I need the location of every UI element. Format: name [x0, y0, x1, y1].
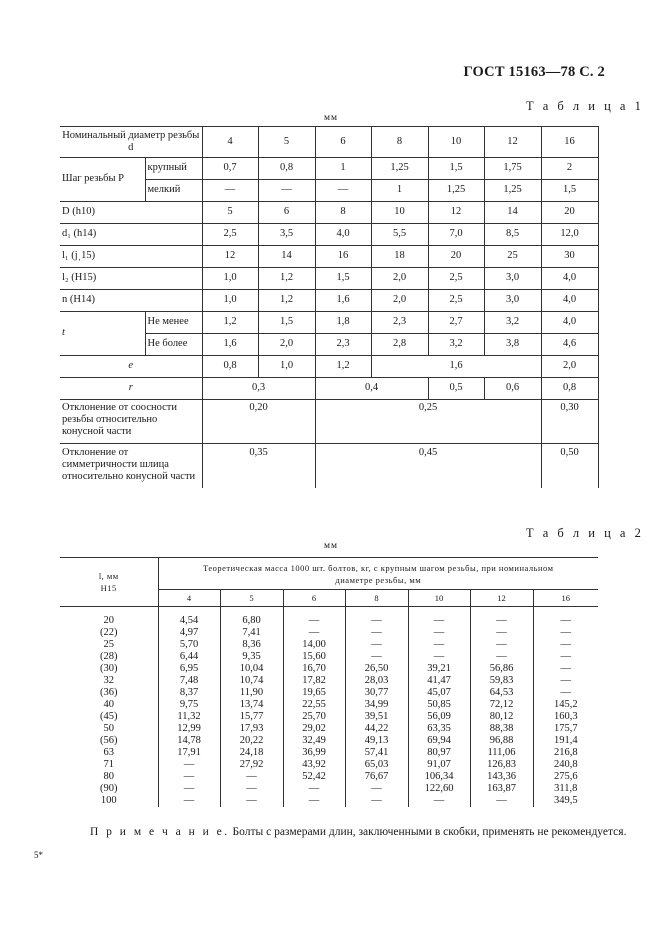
mass-cell: 27,92	[220, 759, 283, 771]
mass-cell: —	[345, 783, 408, 795]
length-cell: 71	[60, 759, 158, 771]
mass-cell: 5,70	[158, 639, 220, 651]
t-min-row	[60, 312, 598, 334]
value-cell: 0,25	[315, 400, 541, 444]
value-cell: 0,45	[315, 444, 541, 488]
value-cell: 0,8	[541, 378, 598, 400]
t-label: t	[60, 312, 145, 356]
value-cell: 4,0	[541, 268, 598, 290]
mass-cell: 52,42	[283, 771, 345, 783]
mass-cell: —	[560, 674, 571, 686]
mass-cell: 56,09	[408, 711, 470, 723]
mass-cell: 275,6	[553, 770, 578, 782]
value-cell: 0,8	[202, 356, 258, 378]
mass-cell: 63,35	[408, 723, 470, 735]
length-cell: (90)	[60, 783, 158, 795]
value-cell: 2,7	[428, 312, 484, 334]
mass-cell: —	[220, 783, 283, 795]
mass-cell: 26,50	[345, 663, 408, 675]
mass-cell: —	[408, 795, 470, 807]
mass-row	[60, 783, 598, 795]
mass-cell: 9,75	[158, 699, 220, 711]
table1-unit: мм	[324, 113, 339, 123]
value-cell: 14	[258, 246, 315, 268]
mass-cell: —	[560, 638, 571, 650]
mass-cell: 96,88	[470, 735, 533, 747]
value-cell: 2,0	[371, 268, 428, 290]
diameter-cell: 8	[345, 590, 408, 607]
value-cell: 2,5	[428, 268, 484, 290]
e-label: e	[60, 356, 202, 378]
value-cell: 10	[371, 202, 428, 224]
value-cell: 16	[315, 246, 371, 268]
pitch-cell: 1,75	[484, 158, 541, 180]
diameter-cell: 12	[484, 127, 541, 158]
mass-cell: 72,12	[470, 699, 533, 711]
value-cell: 4,0	[541, 312, 598, 334]
length-cell: 32	[60, 675, 158, 687]
mass-cell: —	[408, 615, 470, 627]
mass-row	[60, 711, 598, 723]
value-cell: 3,2	[484, 312, 541, 334]
r-label: r	[60, 378, 202, 400]
diameter-cell: 6	[315, 127, 371, 158]
length-cell: 80	[60, 771, 158, 783]
length-label: l, мм	[98, 571, 119, 581]
page-header: ГОСТ 15163—78 С. 2	[463, 64, 605, 80]
value-cell: 4,0	[315, 224, 371, 246]
value-cell: 1,0	[258, 356, 315, 378]
value-cell: 2,0	[371, 290, 428, 312]
value-cell: 18	[371, 246, 428, 268]
value-cell: 20	[428, 246, 484, 268]
mass-cell: 44,22	[345, 723, 408, 735]
value-cell: 7,0	[428, 224, 484, 246]
diameter-cell: 16	[533, 590, 598, 607]
value-cell: 4,6	[541, 334, 598, 356]
value-cell: 4,0	[541, 290, 598, 312]
diameter-cell: 10	[428, 127, 484, 158]
mass-cell: 19,65	[283, 687, 345, 699]
mass-cell: 4,97	[158, 627, 220, 639]
mass-cell: 45,07	[408, 687, 470, 699]
value-cell: 12,0	[541, 224, 598, 246]
row-label: n (H14)	[60, 290, 202, 312]
mass-cell: 191,4	[553, 734, 578, 746]
value-cell: 1,2	[258, 290, 315, 312]
mass-cell: 7,48	[158, 675, 220, 687]
value-cell: 5,5	[371, 224, 428, 246]
mass-cell: 64,53	[470, 687, 533, 699]
r-row	[60, 378, 598, 400]
mass-cell: —	[283, 783, 345, 795]
length-cell: (22)	[60, 627, 158, 639]
mass-cell: 7,41	[220, 627, 283, 639]
diameter-cell: 5	[220, 590, 283, 607]
dim-row-d1	[60, 224, 598, 246]
mass-row	[60, 651, 598, 663]
mass-cell: 9,35	[220, 651, 283, 663]
row-label: D (h10)	[60, 202, 202, 224]
mass-cell: 143,36	[470, 771, 533, 783]
mass-cell: —	[408, 627, 470, 639]
pitch-label: Шаг резьбы P	[60, 158, 145, 202]
mass-cell: 36,99	[283, 747, 345, 759]
mass-cell: 39,21	[408, 663, 470, 675]
mass-cell: —	[345, 615, 408, 627]
mass-cell: 17,82	[283, 675, 345, 687]
mass-cell: 8,36	[220, 639, 283, 651]
table2-caption: Т а б л и ц а 2	[526, 526, 644, 540]
mass-cell: —	[158, 759, 220, 771]
mass-row	[60, 735, 598, 747]
mass-cell: —	[470, 639, 533, 651]
length-cell: 63	[60, 747, 158, 759]
value-cell: 1,0	[202, 268, 258, 290]
length-cell: (45)	[60, 711, 158, 723]
mass-cell: 126,83	[470, 759, 533, 771]
table2-unit: мм	[324, 541, 339, 551]
value-cell: 3,0	[484, 268, 541, 290]
mass-cell: 20,22	[220, 735, 283, 747]
value-cell: 14	[484, 202, 541, 224]
pitch-cell: 1,25	[428, 180, 484, 202]
coaxiality-label: Отклонение от соосности резьбы относительно конусной части	[60, 400, 202, 444]
mass-row	[60, 795, 598, 807]
mass-cell: 160,3	[553, 710, 578, 722]
value-cell: 1,2	[258, 268, 315, 290]
mass-row	[60, 771, 598, 783]
value-cell: 6	[258, 202, 315, 224]
value-cell: 1,8	[315, 312, 371, 334]
mass-cell: 175,7	[553, 722, 578, 734]
mass-cell: —	[283, 795, 345, 807]
pitch-cell: —	[258, 180, 315, 202]
diameter-cell: 4	[202, 127, 258, 158]
pitch-fine-label: мелкий	[145, 180, 202, 202]
mass-cell: —	[560, 626, 571, 638]
pitch-cell: 0,7	[202, 158, 258, 180]
diameter-cell: 8	[371, 127, 428, 158]
mass-cell: 28,03	[345, 675, 408, 687]
value-cell: 2,5	[202, 224, 258, 246]
mass-cell: 4,54	[158, 615, 220, 627]
value-cell: 12	[202, 246, 258, 268]
value-cell: 20	[541, 202, 598, 224]
value-cell: 2,0	[541, 356, 598, 378]
mass-cell: 16,70	[283, 663, 345, 675]
value-cell: 8	[315, 202, 371, 224]
mass-row	[60, 639, 598, 651]
mass-cell: 240,8	[553, 758, 578, 770]
value-cell: 8,5	[484, 224, 541, 246]
value-cell: 0,6	[484, 378, 541, 400]
mass-cell: 17,93	[220, 723, 283, 735]
diameter-cell: 16	[541, 127, 598, 158]
mass-cell: —	[470, 627, 533, 639]
mass-row	[60, 627, 598, 639]
mass-cell: —	[283, 627, 345, 639]
mass-cell: 6,44	[158, 651, 220, 663]
dim-row-n	[60, 290, 598, 312]
mass-cell: 11,90	[220, 687, 283, 699]
table2	[60, 557, 598, 807]
length-cell: (28)	[60, 651, 158, 663]
value-cell: 0,30	[541, 400, 598, 444]
diameter-cell: 10	[408, 590, 470, 607]
mass-cell: 39,51	[345, 711, 408, 723]
value-cell: 25	[484, 246, 541, 268]
value-cell: 12	[428, 202, 484, 224]
value-cell: 1,6	[371, 356, 541, 378]
symmetry-label: Отклонение от симметричности шлица относительно конусной части	[60, 444, 202, 488]
pitch-cell: 0,8	[258, 158, 315, 180]
value-cell: 0,4	[315, 378, 428, 400]
mass-cell: 56,86	[470, 663, 533, 675]
mass-row	[60, 747, 598, 759]
pitch-cell: 1,5	[541, 180, 598, 202]
note-text: Болты с размерами длин, заключенными в скобки, применять не рекомендуется.	[229, 826, 627, 838]
pitch-cell: 2	[541, 158, 598, 180]
mass-cell: 216,8	[553, 746, 578, 758]
mass-cell: —	[283, 615, 345, 627]
footer-mark: 5*	[34, 850, 43, 860]
mass-cell: 15,60	[283, 651, 345, 663]
length-cell: 100	[60, 795, 158, 807]
mass-cell: —	[220, 795, 283, 807]
mass-row	[60, 663, 598, 675]
pitch-cell: —	[202, 180, 258, 202]
mass-cell: 311,8	[554, 782, 578, 794]
mass-cell: 8,37	[158, 687, 220, 699]
value-cell: 2,0	[258, 334, 315, 356]
value-cell: 5	[202, 202, 258, 224]
value-cell: 3,2	[428, 334, 484, 356]
mass-cell: 91,07	[408, 759, 470, 771]
table1-header-row	[60, 127, 598, 158]
mass-cell: 22,55	[283, 699, 345, 711]
mass-cell: 65,03	[345, 759, 408, 771]
mass-cell: 14,00	[283, 639, 345, 651]
mass-cell: 10,04	[220, 663, 283, 675]
mass-cell: 145,2	[553, 698, 578, 710]
length-cell: 50	[60, 723, 158, 735]
mass-cell: 49,13	[345, 735, 408, 747]
pitch-cell: 1	[371, 180, 428, 202]
value-cell: 1,5	[315, 268, 371, 290]
length-head	[60, 558, 158, 607]
symmetry-row	[60, 444, 598, 488]
value-cell: 1,0	[202, 290, 258, 312]
mass-row	[60, 759, 598, 771]
value-cell: 1,5	[258, 312, 315, 334]
mass-cell: —	[220, 771, 283, 783]
dim-row-D	[60, 202, 598, 224]
mass-cell: —	[408, 639, 470, 651]
mass-cell: 11,32	[158, 711, 220, 723]
mass-cell: —	[345, 651, 408, 663]
length-cell: (30)	[60, 663, 158, 675]
mass-cell: 24,18	[220, 747, 283, 759]
mass-cell: 57,41	[345, 747, 408, 759]
t-min-label: Не менее	[145, 312, 202, 334]
mass-cell: 50,85	[408, 699, 470, 711]
mass-cell: —	[345, 627, 408, 639]
mass-cell: 69,94	[408, 735, 470, 747]
pitch-coarse-row	[60, 158, 598, 180]
mass-cell: —	[470, 651, 533, 663]
value-cell: 0,35	[202, 444, 315, 488]
mass-cell: —	[408, 651, 470, 663]
pitch-cell: 1,25	[484, 180, 541, 202]
mass-cell: 80,12	[470, 711, 533, 723]
mass-cell: 349,5	[553, 794, 578, 806]
value-cell: 3,0	[484, 290, 541, 312]
diameter-head-label: Номинальный диаметр резьбы d	[60, 127, 202, 158]
note-lead: П р и м е ч а н и е.	[90, 826, 230, 838]
length-cell: 25	[60, 639, 158, 651]
mass-cell: 17,91	[158, 747, 220, 759]
mass-cell: 34,99	[345, 699, 408, 711]
mass-cell: 13,74	[220, 699, 283, 711]
row-label: l₂ (H15)	[60, 268, 202, 290]
row-label: d₁ (h14)	[60, 224, 202, 246]
mass-cell: —	[158, 771, 220, 783]
diameter-cell: 6	[283, 590, 345, 607]
dim-row-l1	[60, 246, 598, 268]
mass-row	[60, 687, 598, 699]
mass-cell: 6,80	[220, 615, 283, 627]
mass-cell: —	[345, 795, 408, 807]
mass-cell: —	[560, 650, 571, 662]
value-cell: 1,2	[315, 356, 371, 378]
diameter-cell: 4	[158, 590, 220, 607]
mass-cell: 41,47	[408, 675, 470, 687]
mass-cell: 106,34	[408, 771, 470, 783]
pitch-cell: —	[315, 180, 371, 202]
value-cell: 2,3	[371, 312, 428, 334]
mass-cell: 14,78	[158, 735, 220, 747]
mass-cell: 29,02	[283, 723, 345, 735]
e-row	[60, 356, 598, 378]
mass-cell: —	[345, 639, 408, 651]
mass-cell: 122,60	[408, 783, 470, 795]
mass-cell: —	[470, 795, 533, 807]
diameter-cell: 5	[258, 127, 315, 158]
value-cell: 1,2	[202, 312, 258, 334]
mass-cell: 43,92	[283, 759, 345, 771]
table2-header-row	[60, 558, 598, 590]
t-max-label: Не более	[145, 334, 202, 356]
mass-cell: 163,87	[470, 783, 533, 795]
mass-row	[60, 723, 598, 735]
mass-cell: —	[470, 615, 533, 627]
dim-row-l2	[60, 268, 598, 290]
table1	[60, 126, 599, 488]
value-cell: 2,8	[371, 334, 428, 356]
length-cell: (56)	[60, 735, 158, 747]
table2-note	[90, 826, 626, 838]
mass-cell: —	[560, 662, 571, 674]
mass-cell: —	[560, 686, 571, 698]
mass-cell: 59,83	[470, 675, 533, 687]
value-cell: 0,3	[202, 378, 315, 400]
value-cell: 3,8	[484, 334, 541, 356]
table1-caption: Т а б л и ц а 1	[526, 99, 644, 113]
mass-cell: 6,95	[158, 663, 220, 675]
value-cell: 0,20	[202, 400, 315, 444]
mass-row	[60, 675, 598, 687]
mass-cell: 12,99	[158, 723, 220, 735]
value-cell: 3,5	[258, 224, 315, 246]
value-cell: 1,6	[315, 290, 371, 312]
coaxiality-row	[60, 400, 598, 444]
mass-cell: —	[158, 795, 220, 807]
mass-cell: 32,49	[283, 735, 345, 747]
row-label: l₁ (j͵15)	[60, 246, 202, 268]
length-tolerance: H15	[100, 583, 117, 593]
mass-row	[60, 615, 598, 627]
mass-cell: 25,70	[283, 711, 345, 723]
pitch-cell: 1,5	[428, 158, 484, 180]
diameter-cell: 12	[470, 590, 533, 607]
mass-cell: —	[560, 614, 571, 626]
pitch-cell: 1	[315, 158, 371, 180]
mass-cell: 15,77	[220, 711, 283, 723]
value-cell: 2,3	[315, 334, 371, 356]
mass-header: Теоретическая масса 1000 шт. болтов, кг, с крупным шагом резьбы, при номинальном диаметре резьбы, мм	[158, 558, 598, 590]
length-cell: 20	[60, 615, 158, 627]
mass-cell: 80,97	[408, 747, 470, 759]
pitch-coarse-label: крупный	[145, 158, 202, 180]
mass-cell: 88,38	[470, 723, 533, 735]
pitch-cell: 1,25	[371, 158, 428, 180]
value-cell: 1,6	[202, 334, 258, 356]
mass-cell: —	[158, 783, 220, 795]
value-cell: 30	[541, 246, 598, 268]
value-cell: 0,5	[428, 378, 484, 400]
length-cell: 40	[60, 699, 158, 711]
length-cell: (36)	[60, 687, 158, 699]
mass-cell: 30,77	[345, 687, 408, 699]
mass-cell: 111,06	[470, 747, 533, 759]
mass-cell: 76,67	[345, 771, 408, 783]
mass-cell: 10,74	[220, 675, 283, 687]
value-cell: 2,5	[428, 290, 484, 312]
mass-row	[60, 699, 598, 711]
value-cell: 0,50	[541, 444, 598, 488]
